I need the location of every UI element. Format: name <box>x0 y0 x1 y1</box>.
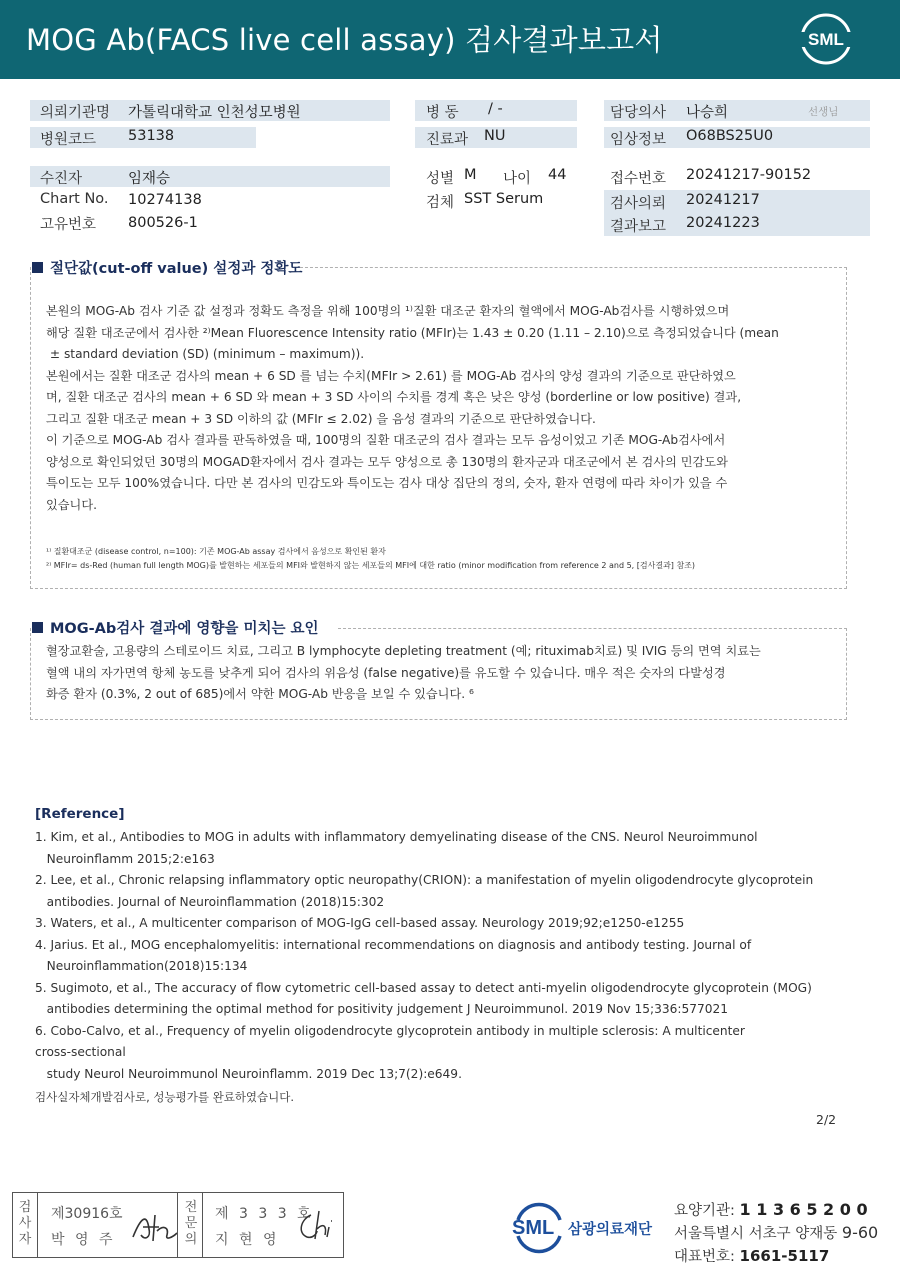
examiner-license: 제30916호 <box>51 1206 123 1222</box>
reference-line: antibodies. Journal of Neuroinflammation (2018)15:302 <box>35 894 385 909</box>
section-factors-title-text: MOG-Ab검사 결과에 영향을 미치는 요인 <box>50 621 319 637</box>
reference-line: cross-sectional <box>35 1045 126 1059</box>
sml-logo <box>798 12 854 66</box>
section-cutoff-line: 본원의 MOG-Ab 검사 기준 값 설정과 정확도 측정을 위해 100명의 ¹⁾질환 대조군 환자의 혈액에서 MOG-Ab검사를 시행하였으며 <box>46 304 730 318</box>
specialist-name: 지 현 영 <box>215 1232 280 1248</box>
examiner-label-text: 검사자 <box>18 1200 32 1247</box>
ward-value: / - <box>488 101 503 117</box>
examiner-name: 박 영 주 <box>51 1232 116 1248</box>
unique-label: 고유번호 <box>40 217 97 233</box>
examiner-label <box>15 1200 35 1248</box>
reference-line: 5. Sugimoto, et al., The accuracy of flow cytometric cell-based assay to detect anti-myelin oligodendrocyte glycoprotein (MOG) <box>35 980 812 995</box>
section-cutoff-line: ± standard deviation (SD) (minimum – maximum)). <box>46 347 365 361</box>
patient-label: 수진자 <box>40 171 83 187</box>
section-factors-line: 혈액 내의 자가면역 항체 농도를 낮추게 되어 검사의 위음성 (false negative)를 유도할 수 있습니다. 매우 적은 숫자의 다발성경 <box>46 665 726 680</box>
specialist-label <box>181 1200 201 1248</box>
specimen-value: SST Serum <box>464 191 544 207</box>
section-cutoff-line: 특이도는 모두 100%였습니다. 다만 본 검사의 민감도와 특이도는 검사 대상 집단의 정의, 숫자, 환자 연령에 따라 차이가 있을 수 <box>46 476 728 490</box>
specimen-label: 검체 <box>426 195 455 211</box>
section-factors-line: 화증 환자 (0.3%, 2 out of 685)에서 약한 MOG-Ab 반응을 보일 수 있습니다. ⁶ <box>46 687 474 701</box>
reference-line: 4. Jarius. Et al., MOG encephalomyelitis: international recommendations on diagnosis and antibody testing. Journal of <box>35 937 752 952</box>
receipt-label: 접수번호 <box>610 171 667 187</box>
doctor-suffix: 선생님 <box>808 106 839 118</box>
report-title: MOG Ab(FACS live cell assay) 검사결과보고서 <box>26 23 663 57</box>
footer-agency <box>674 1199 868 1220</box>
footer-phone <box>674 1245 829 1266</box>
reference-title: [Reference] <box>35 806 125 822</box>
footer-phone-value: 1661-5117 <box>739 1247 830 1265</box>
page-number: 2/2 <box>816 1112 837 1127</box>
footer-agency-label: 요양기관: <box>674 1203 735 1219</box>
chart-value: 10274138 <box>128 192 202 208</box>
report-value: 20241223 <box>686 215 760 231</box>
section-factors-line: 혈장교환술, 고용량의 스테로이드 치료, 그리고 B lymphocyte depleting treatment (예; rituximab치료) 및 IVIG 등의 면역 치료는 <box>46 644 761 658</box>
examiner-signature <box>129 1207 181 1245</box>
section-cutoff-line: 해당 질환 대조군에서 검사한 ²⁾Mean Fluorescence Intensity ratio (MFIr)는 1.43 ± 0.20 (1.11 – 2.10)으로 측정되었습니다 (mean <box>46 325 779 340</box>
reference-line: 6. Cobo-Calvo, et al., Frequency of myelin oligodendrocyte glycoprotein antibody in multiple sclerosis: A multicenter <box>35 1023 745 1038</box>
specialist-label-text: 전문의 <box>184 1200 198 1247</box>
dept-label: 진료과 <box>426 132 469 148</box>
footer-address <box>674 1222 878 1243</box>
section-factors-body <box>46 641 836 706</box>
reference-list <box>35 827 813 1085</box>
hospital-code-value: 53138 <box>128 128 175 144</box>
dept-value: NU <box>484 128 506 144</box>
reference-line: Neuroinflamm 2015;2:e163 <box>35 851 215 866</box>
footer-logo <box>510 1198 660 1258</box>
footnote-1: ¹⁾ 질환대조군 (disease control, n=100): 기존 MOG-Ab assay 검사에서 음성으로 확인된 환자 <box>46 547 386 556</box>
footer-logo-text: SML <box>512 1217 555 1239</box>
report-label: 결과보고 <box>610 219 667 235</box>
specialist-label-cell <box>177 1193 203 1257</box>
doctor-label: 담당의사 <box>610 105 667 121</box>
specialist-signature <box>295 1207 341 1243</box>
section-factors-topline <box>338 628 847 629</box>
bar-patient <box>30 166 390 187</box>
reference-line: Neuroinflammation(2018)15:134 <box>35 959 248 973</box>
header-logo-text: SML <box>808 30 844 49</box>
section-cutoff-line: 며, 질환 대조군 검사의 mean + 6 SD 와 mean + 3 SD 사이의 수치를 경계 혹은 낮은 양성 (borderline or low positive) 결과, <box>46 390 742 404</box>
reference-line: 3. Waters, et al., A multicenter comparison of MOG-IgG cell-based assay. Neurology 2019;92;e1250-e1255 <box>35 916 685 930</box>
request-label: 검사의뢰 <box>610 196 667 212</box>
section-cutoff-line: 이 기준으로 MOG-Ab 검사 결과를 판독하였을 때, 100명의 질환 대조군의 검사 결과는 모두 음성이었고 기존 MOG-Ab검사에서 <box>46 433 726 447</box>
clinical-label: 임상정보 <box>610 132 667 148</box>
chart-label: Chart No. <box>40 191 109 207</box>
examiner-label-cell <box>13 1193 38 1257</box>
reference-line: 1. Kim, et al., Antibodies to MOG in adults with inflammatory demyelinating disease of the CNS. Neurol Neuroimmunol <box>35 830 758 844</box>
age-value: 44 <box>548 167 567 183</box>
footer-agency-value: 1 1 3 6 5 2 0 0 <box>739 1200 868 1219</box>
sex-value: M <box>464 167 477 183</box>
institution-label: 의뢰기관명 <box>40 105 111 121</box>
institution-value: 가톨릭대학교 인천성모병원 <box>128 105 301 121</box>
footer-address-text: 서울특별시 서초구 양재동 <box>674 1226 838 1242</box>
footer-org-name: 삼광의료재단 <box>568 1222 653 1238</box>
reference-line: antibodies determining the optimal method for positivity judgement J Neuroimmunol. 2019 Nov 15;336:577021 <box>35 1002 729 1016</box>
footnote-2: ²⁾ MFIr= ds-Red (human full length MOG)를 발현하는 세포들의 MFI와 발현하지 않는 세포들의 MFI에 대한 ratio (minor modification from reference 2 and 5, [검사결과] 참조) <box>46 561 696 570</box>
section-cutoff-topline <box>300 267 847 268</box>
hospital-code-label: 병원코드 <box>40 132 97 148</box>
reference-line: 2. Lee, et al., Chronic relapsing inflammatory optic neuropathy(CRION): a manifestation of myelin oligodendrocyte glycoprotein <box>35 873 814 887</box>
receipt-value: 20241217-90152 <box>686 167 812 183</box>
clinical-value: O68BS25U0 <box>686 128 774 144</box>
patient-value: 임재승 <box>128 171 171 187</box>
age-label: 나이 <box>503 171 532 187</box>
doctor-value: 나승희 <box>686 105 729 121</box>
report-header <box>0 0 900 79</box>
signature-box <box>12 1192 344 1258</box>
section-cutoff-line: 있습니다. <box>46 497 97 512</box>
ward-label: 병 동 <box>426 105 459 121</box>
section-cutoff-line: 양성으로 확인되었던 30명의 MOGAD환자에서 검사 결과는 모두 양성으로 총 130명의 환자군과 대조군에서 본 검사의 민감도와 <box>46 454 728 469</box>
reference-line: study Neurol Neuroimmunol Neuroinflamm. 2019 Dec 13;7(2):e649. <box>35 1066 462 1081</box>
specialist-license: 제 3 3 3 호 <box>215 1206 314 1222</box>
request-value: 20241217 <box>686 192 760 208</box>
footer-phone-label: 대표번호: <box>674 1249 735 1265</box>
section-cutoff-line: 본원에서는 질환 대조군 검사의 mean + 6 SD 를 넘는 수치(MFIr > 2.61) 를 MOG-Ab 검사의 양성 결과의 기준으로 판단하였으 <box>46 368 736 383</box>
footer-address-number: 9-60 <box>841 1223 879 1242</box>
closing-note: 검사실자체개발검사로, 성능평가를 완료하였습니다. <box>35 1090 295 1104</box>
section-cutoff-title-text: 절단값(cut-off value) 설정과 정확도 <box>50 261 303 277</box>
sex-label: 성별 <box>426 171 455 187</box>
unique-value: 800526-1 <box>128 215 198 231</box>
section-cutoff-body <box>46 301 836 516</box>
section-cutoff-line: 그리고 질환 대조군 mean + 3 SD 이하의 값 (MFIr ≤ 2.02) 을 음성 결과의 기준으로 판단하였습니다. <box>46 411 596 426</box>
